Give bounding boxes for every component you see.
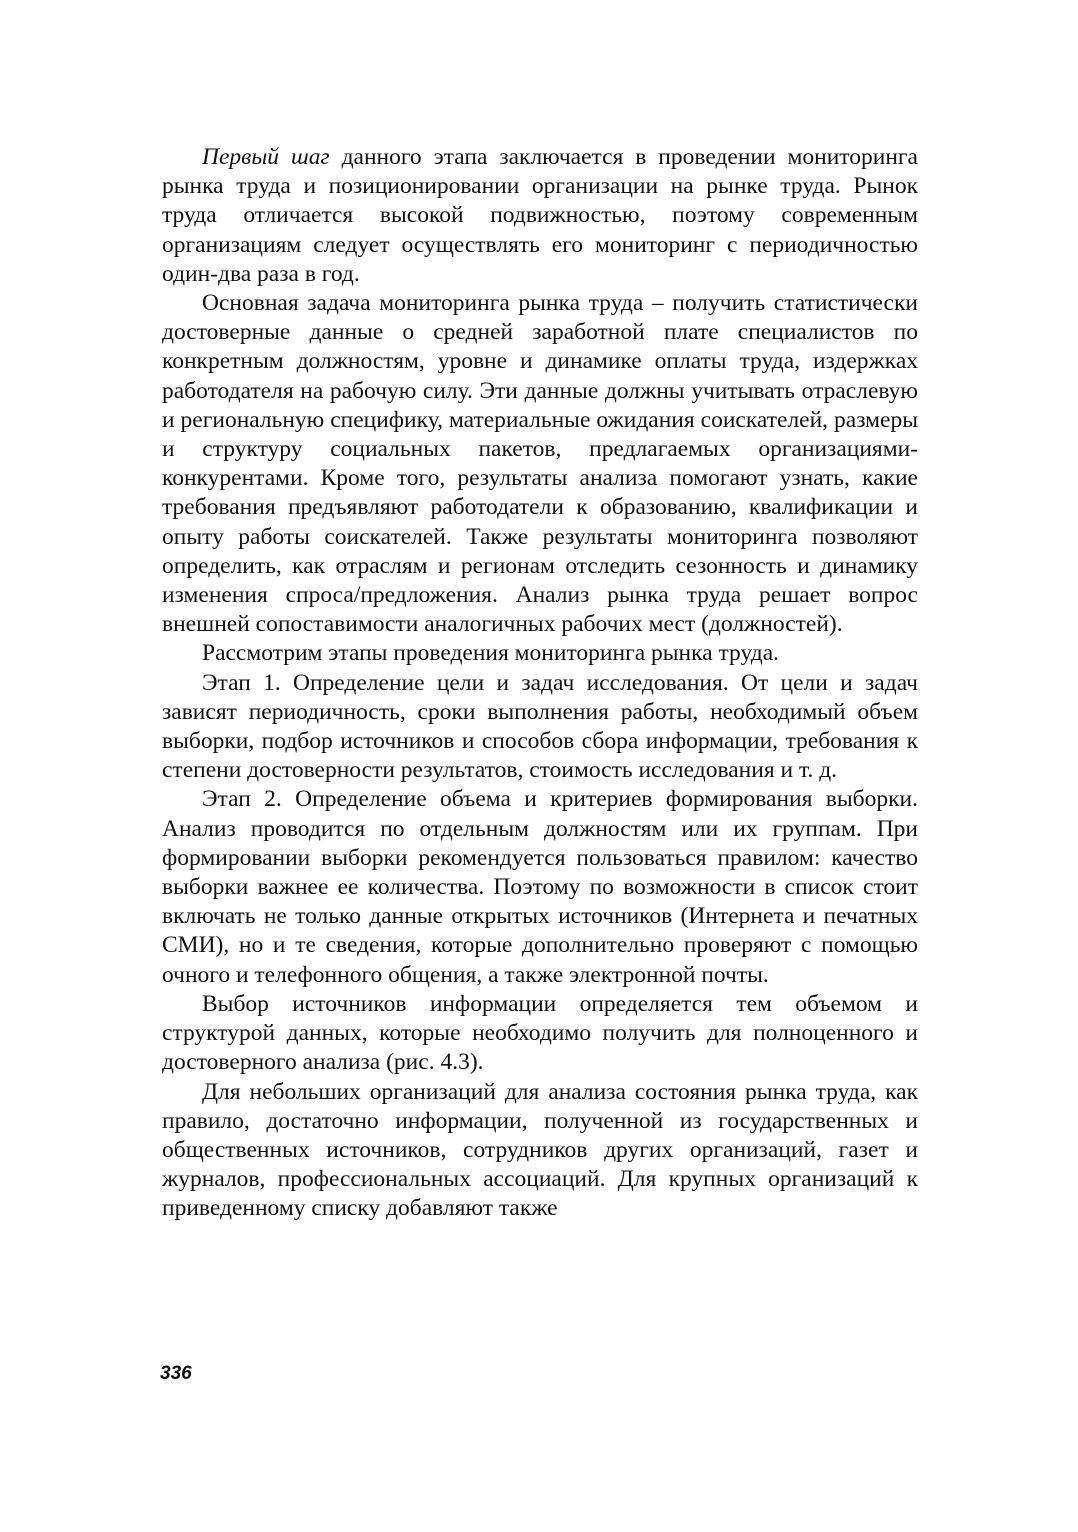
paragraph-lead-italic: Первый шаг: [202, 144, 330, 170]
page-body: [162, 143, 918, 1224]
paragraph-stage-2: Этап 2. Определение объема и критериев формирования выборки. Анализ проводится по отдельным должностям или их группам. При формировании выборки рекомендуется пользоваться правилом: качество выборки важнее ее количества. Поэтому по возможности в список стоит включать не только данные открытых источников (Интернета и печатных СМИ), но и те сведения, которые дополнительно проверяют с помощью очного и телефонного общения, а также электронной почты.: [162, 786, 918, 988]
paragraph-small-organizations: Для небольших организаций для анализа состояния рынка труда, как правило, достаточно информации, полученной из государственных и общественных источников, сотрудников других организаций, газет и журналов, профессиональных ассоциаций. Для крупных организаций к приведенному списку добавляют также: [162, 1078, 918, 1222]
paragraph-text: данного этапа заключается в проведении мониторинга рынка труда и позиционировании организации на рынке труда. Рынок труда отличается высокой подвижностью, поэтому современным организациям следует осуществлять его мониторинг с периодичностью один-два раза в год.: [162, 144, 918, 287]
paragraph-stages-intro: Рассмотрим этапы проведения мониторинга рынка труда.: [202, 640, 780, 667]
paragraph-first-step: [162, 143, 918, 289]
paragraph-sources-choice: Выбор источников информации определяется тем объемом и структурой данных, которые необходимо получить для полноценного и достоверного анализа (рис. 4.3).: [162, 990, 918, 1076]
page-number: 336: [160, 1363, 192, 1384]
paragraph-monitoring-task: Основная задача мониторинга рынка труда – получить статистически достоверные данные о средней заработной плате специалистов по конкретным должностям, уровне и динамике оплаты труда, издержках работодателя на рабочую силу. Эти данные должны учитывать отраслевую и региональную специфику, материальные ожидания соискателей, размеры и структуру социальных пакетов, предлагаемых организациями-конкурентами. Кроме того, результаты анализа помогают узнать, какие требования предъявляют работодатели к образованию, квалификации и опыту работы соискателей. Также результаты мониторинга позволяют определить, как отраслям и регионам отследить сезонность и динамику изменения спроса/предложения. Анализ рынка труда решает вопрос внешней сопоставимости аналогичных рабочих мест (должностей).: [162, 290, 918, 638]
paragraph-stage-1: Этап 1. Определение цели и задач исследования. От цели и задач зависят периодичность, сроки выполнения работы, необходимый объем выборки, подбор источников и способов сбора информации, требования к степени достоверности результатов, стоимость исследования и т. д.: [162, 669, 918, 784]
